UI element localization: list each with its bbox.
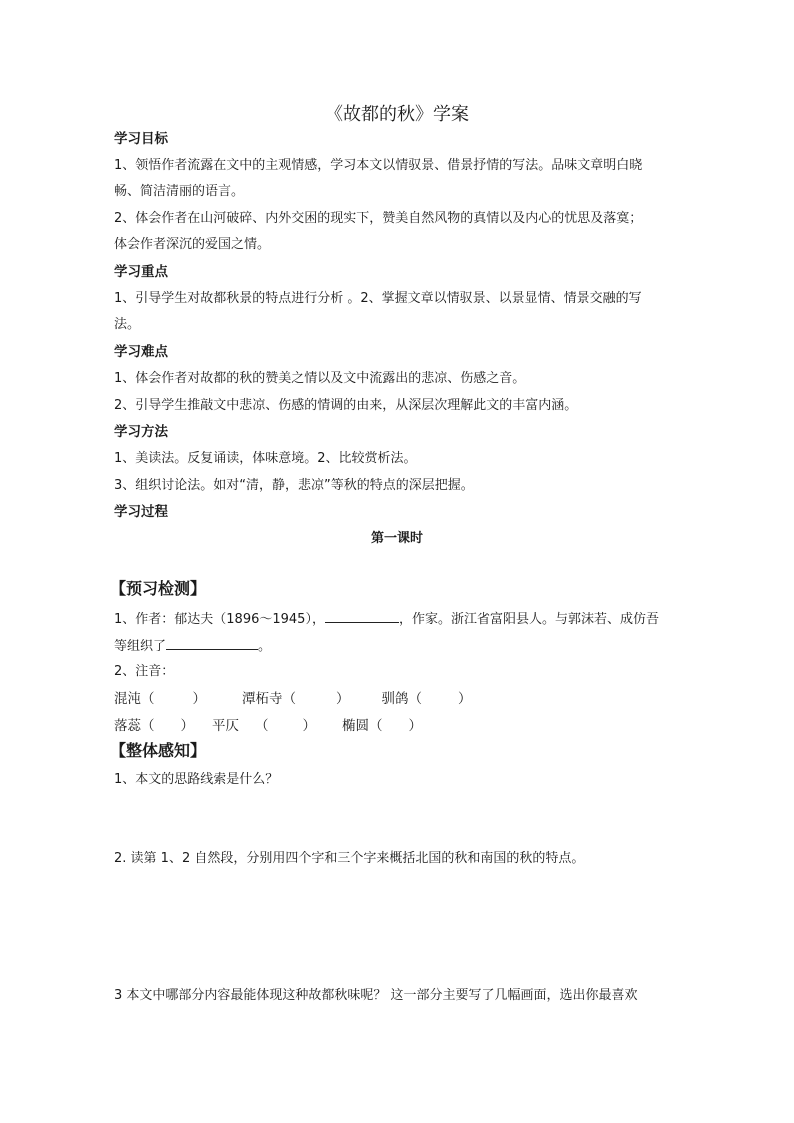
- objective-2-line-b: 体会作者深沉的爱国之情。: [114, 237, 271, 252]
- organization-blank[interactable]: [166, 636, 258, 650]
- preview-q1b-suffix: 。: [258, 639, 272, 654]
- lesson-label: 第一课时: [370, 531, 423, 546]
- pinyin-item-2-open: 潭柘寺（: [242, 691, 296, 707]
- preview-q1b-prefix: 等组织了: [114, 639, 167, 654]
- difficulty-heading: 学习难点: [114, 344, 168, 360]
- pinyin-item-5-word: 平仄: [212, 718, 239, 734]
- overall-q1: 1、本文的思路线索是什么？: [114, 772, 279, 787]
- focus-heading: 学习重点: [114, 264, 168, 280]
- preview-q1-line-a: [114, 609, 659, 630]
- preview-q2: 2、注音：: [114, 664, 175, 679]
- pinyin-row-1: [114, 689, 472, 709]
- preview-q1-prefix: 1、作者：郁达夫（1896～1945），: [114, 612, 325, 627]
- pinyin-item-4-open: 落蕊（: [114, 718, 155, 734]
- pinyin-item-5-close: ）: [302, 718, 316, 734]
- objective-1-line-b: 畅、简洁清丽的语言。: [114, 184, 245, 199]
- document-title: 《故都的秋》学案: [325, 104, 469, 125]
- methods-line-2: 3、组织讨论法。如对“清，静，悲凉”等秋的特点的深层把握。: [114, 478, 474, 493]
- pinyin-item-1-open: 混沌（: [114, 691, 155, 707]
- pinyin-item-4-close: ）: [180, 718, 194, 734]
- objective-2-line-a: 2、体会作者在山河破碎、内外交困的现实下，赞美自然风物的真情以及内心的忧思及落寞；: [114, 211, 643, 226]
- pinyin-item-3-open: 驯鸽（: [381, 691, 422, 707]
- preview-q1-middle: ，作家。浙江省富阳县人。与郭沫若、成仿吾: [398, 612, 659, 627]
- focus-line-a: 1、引导学生对故都秋景的特点进行分析 。2、掌握文章以情驭景、以景显情、情景交融的写: [114, 291, 642, 306]
- pinyin-item-1-close: ）: [192, 691, 206, 707]
- process-heading: 学习过程: [114, 504, 168, 520]
- difficulty-line-1: 1、体会作者对故都的秋的赞美之情以及文中流露出的悲凉、伤感之音。: [114, 371, 526, 386]
- pinyin-row-2: [114, 716, 422, 736]
- preview-q1-line-b: [114, 636, 271, 657]
- focus-line-b: 法。: [114, 317, 141, 332]
- pinyin-item-3-close: ）: [458, 691, 472, 707]
- preview-heading: 【预习检测】: [110, 579, 207, 598]
- author-blank[interactable]: [325, 609, 399, 623]
- objectives-heading: 学习目标: [114, 131, 168, 147]
- overall-q3: 3 本文中哪部分内容最能体现这种故都秋味呢？ 这一部分主要写了几幅画面，选出你最喜欢: [114, 988, 638, 1003]
- difficulty-line-2: 2、引导学生推敲文中悲凉、伤感的情调的由来，从深层次理解此文的丰富内涵。: [114, 398, 578, 413]
- pinyin-item-5-open: （: [255, 718, 269, 734]
- overall-heading: 【整体感知】: [110, 741, 207, 760]
- pinyin-item-2-close: ）: [336, 691, 350, 707]
- objective-1-line-a: 1、领悟作者流露在文中的主观情感，学习本文以情驭景、借景抒情的写法。品味文章明白晓: [114, 158, 643, 173]
- methods-line-1: 1、美读法。反复诵读，体味意境。2、比较赏析法。: [114, 451, 417, 466]
- overall-q2: 2. 读第 1、2 自然段，分别用四个字和三个字来概括北国的秋和南国的秋的特点。: [114, 851, 585, 866]
- pinyin-item-6-close: ）: [408, 718, 422, 734]
- pinyin-item-6-open: 椭圆（: [342, 718, 383, 734]
- methods-heading: 学习方法: [114, 424, 168, 440]
